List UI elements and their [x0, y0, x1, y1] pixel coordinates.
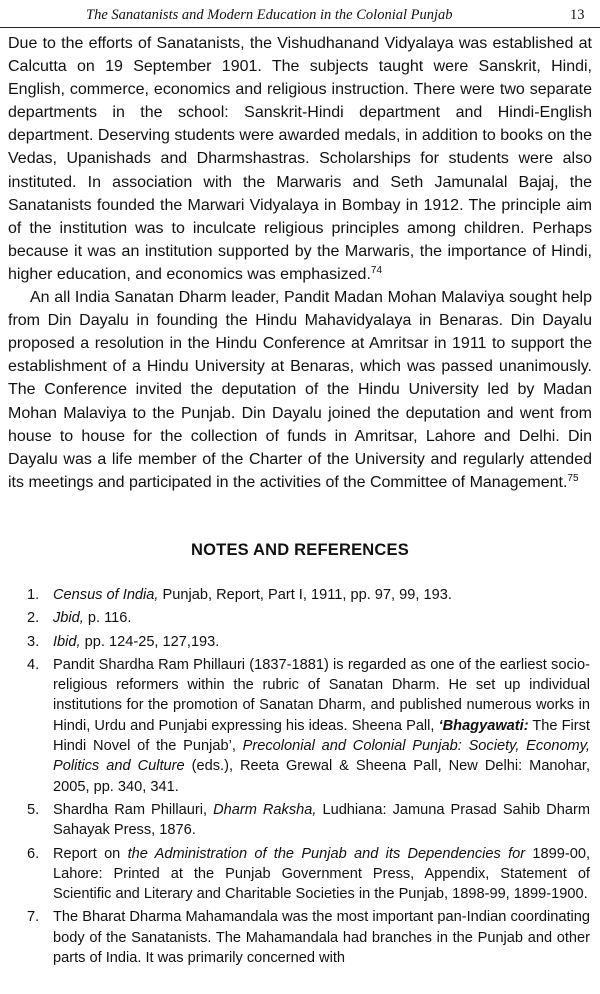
note-number: 2.: [27, 610, 40, 627]
paragraph-2-text: An all India Sanatan Dharm leader, Pandit Madan Mohan Malaviya sought help from Din Dayalu in founding the Hindu Mahavidyalaya in Benaras. Din Dayalu proposed a resolution in the Hindu Conference at Amritsar in 1911 to support the establishment of a Hindu University at Benaras, which was passed unanimously. The Conference invited the deputation of the Hindu University led by Madan Mohan Malaviya to the Punjab. Din Dayalu joined the deputation and went from house to house for the collection of funds in Amritsar, Lahore and Delhi. Din Dayalu was a life member of the Charter of the University and regularly attended its meetings and participated in the activities of the Committee of Management.: [8, 289, 592, 491]
note-2-text: p. 116.: [83, 610, 132, 627]
running-title: The Sanatanists and Modern Education in the Colonial Punjab: [86, 7, 453, 23]
note-4-text-a: Pandit Shardha Ram Phillauri (1837-1881) is regarded as one of the earliest socio-religious reformers within the rubric of Sanatan Dharm. He set up individual institutions for the promotion of Sanatan Dharm, and published numerous works in Hindi, Urdu and Punjabi expressing his ideas. Sheena Pall,: [53, 656, 590, 734]
page-number: 13: [570, 7, 585, 23]
note-number: 3.: [27, 633, 40, 650]
note-number: 5.: [27, 801, 40, 818]
note-5-text-c: Ludhiana: Jamuna Prasad Sahib Dharm Sahayak Press, 1876.: [53, 801, 590, 839]
notes-heading: NOTES AND REFERENCES: [191, 541, 409, 559]
body-text: [8, 32, 592, 494]
note-3: [0, 632, 590, 652]
note-number: 1.: [27, 587, 40, 603]
note-1: [0, 585, 590, 605]
running-header: [0, 3, 600, 28]
note-4-text-c: The First Hindi Novel of the Punjab’,: [53, 717, 590, 755]
note-2-title: Jbid,: [53, 610, 84, 627]
note-3-title: Ibid,: [53, 633, 81, 650]
note-6-text-c: 1899-00, Lahore: Printed at the Punjab Government Press, Appendix, Statement of Scientific and Literary and Charitable Societies in the Punjab, 1898-99, 1899-1900.: [53, 845, 591, 903]
note-6: [0, 844, 590, 905]
paragraph-1-text: Due to the efforts of Sanatanists, the Vishudhanand Vidyalaya was established at Calcutta on 19 September 1901. The subjects taught were Sanskrit, Hindi, English, commerce, economics and religious instruction. There were two separate departments in the school: Sanskrit-Hindi department and Hindi-English department. Deserving students were awarded medals, in addition to books on the Vedas, Upanishads and Dharmshastras. Scholarships for students were also instituted. In association with the Marwaris and Seth Jamunalal Bajaj, the Sanatanists founded the Marwari Vidyalaya in Bombay in 1912. The principle aim of the institution was to inculcate religious principles among children. Perhaps because it was an institution supported by the Marwaris, the importance of Hindi, higher education, and economics was emphasized.: [8, 35, 592, 283]
note-4-text-e: (eds.), Reeta Grewal & Sheena Pall, New Delhi: Manohar, 2005, pp. 340, 341.: [53, 758, 591, 795]
note-7-text: The Bharat Dharma Mahamandala was the most important pan-Indian coordinating body of the Sanatanists. The Mahamandala had branches in the Punjab and other parts of India. It was primarily concerned with: [53, 909, 590, 967]
note-1-title: Census of India,: [53, 587, 159, 603]
footnote-ref-74: 74: [370, 264, 383, 276]
note-6-text-a: Report on: [53, 845, 128, 862]
note-6-title: the Administration of the Punjab and its Dependencies for: [127, 845, 526, 862]
notes-list: [0, 585, 590, 971]
note-7: [0, 907, 590, 968]
note-5-text-a: Shardha Ram Phillauri,: [53, 801, 214, 818]
paragraph-1: [8, 32, 592, 286]
note-4-title-bold: ‘Bhagyawati:: [438, 717, 529, 734]
paragraph-2: [8, 286, 592, 494]
note-number: 6.: [27, 845, 40, 862]
note-number: 4.: [27, 656, 40, 673]
note-5-title: Dharm Raksha,: [213, 801, 317, 818]
note-5: [0, 800, 590, 841]
footnote-ref-75: 75: [567, 472, 579, 484]
note-number: 7.: [27, 909, 40, 926]
note-1-text: Punjab, Report, Part I, 1911, pp. 97, 99, 193.: [158, 587, 452, 603]
note-4: [0, 655, 590, 797]
note-2: [0, 608, 590, 628]
note-4-title-italic: Precolonial and Colonial Punjab: Society, Economy, Politics and Culture: [53, 738, 590, 775]
note-3-text: pp. 124-25, 127,193.: [80, 633, 220, 650]
